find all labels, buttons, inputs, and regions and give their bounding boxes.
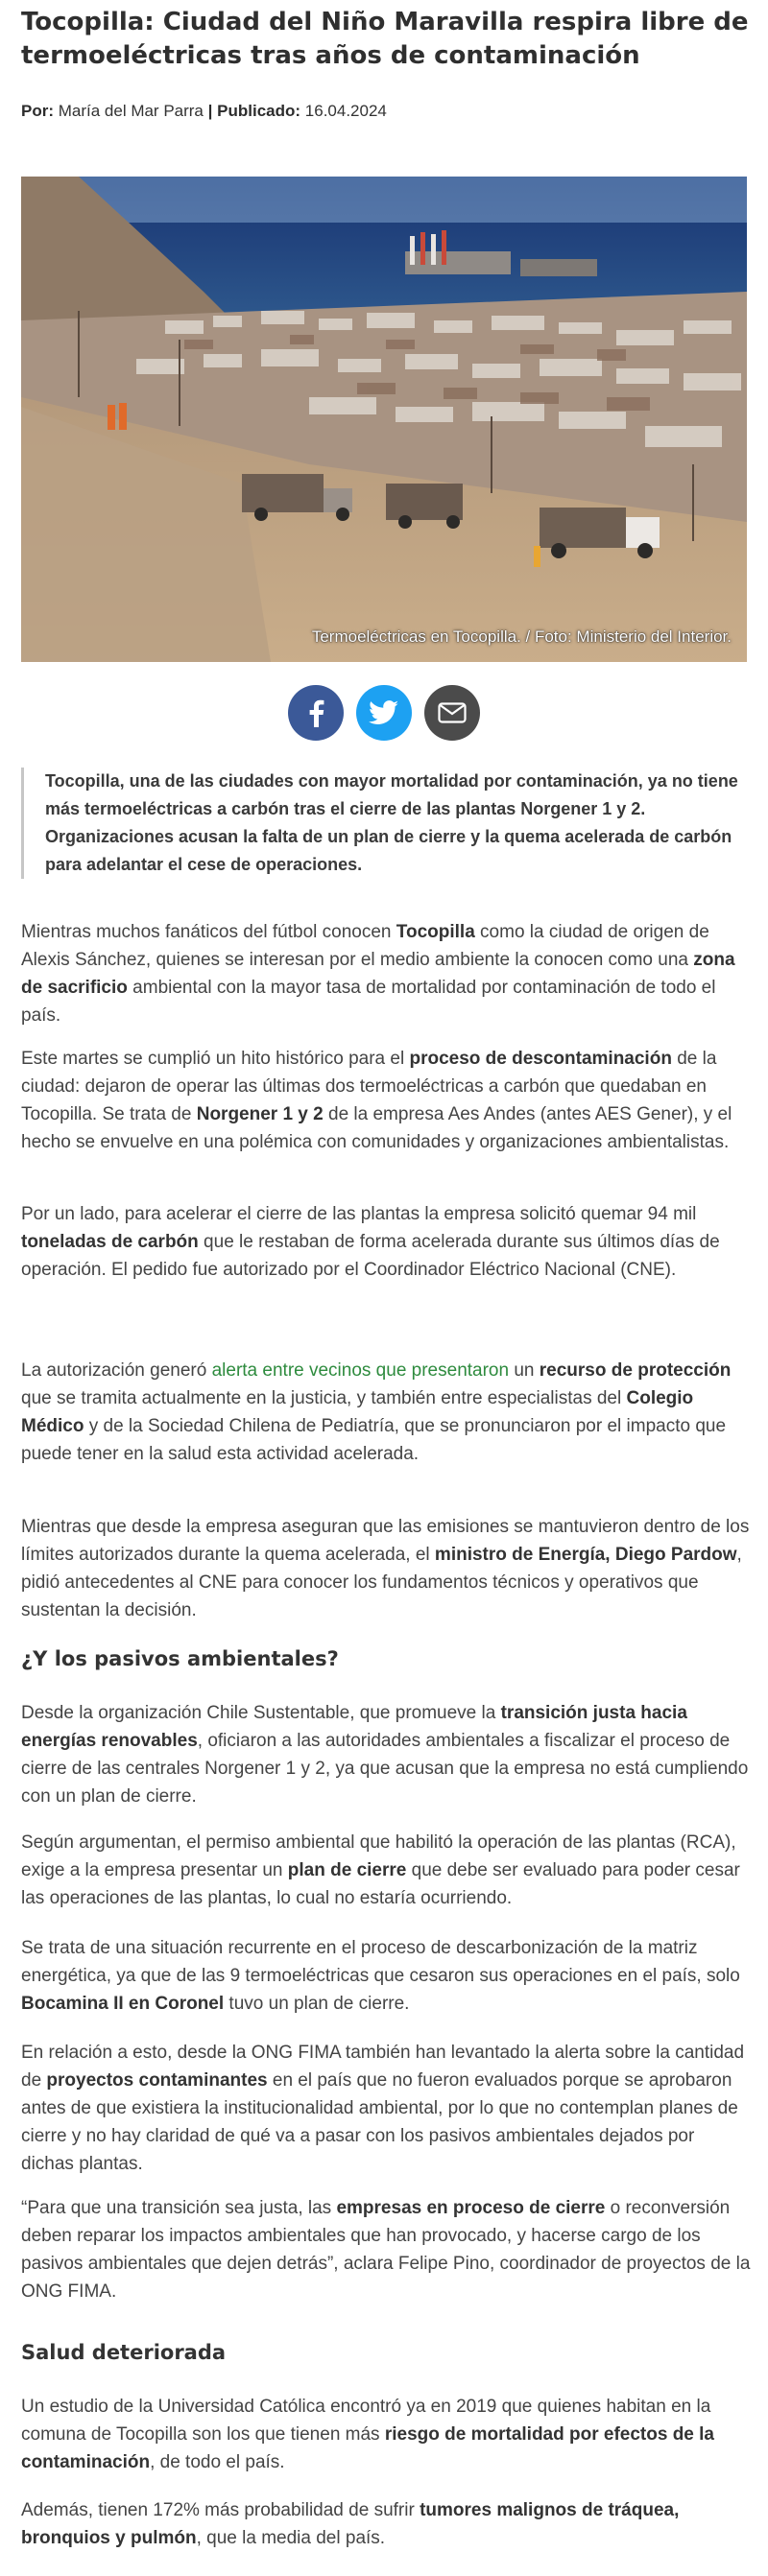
share-twitter-button[interactable] [356, 685, 412, 741]
paragraph-3: Por un lado, para acelerar el cierre de las plantas la empresa solicitó quemar 94 mil toneladas de carbón que le restaban de forma acelerada durante sus últimos días de operación. El pedido fue autorizado por el Coordinador Eléctrico Nacional (CNE). [21, 1204, 720, 1280]
article-lead: Tocopilla, una de las ciudades con mayor mortalidad por contaminación, ya no tiene más termoeléctricas a carbón tras el cierre de las plantas Norgener 1 y 2. Organizaciones acusan la falta de un plan de cierre y la quema acelerada de carbón para adelantar el cese de operaciones. [21, 768, 747, 879]
author-label: Por: [21, 102, 54, 120]
share-email-button[interactable] [424, 685, 480, 741]
paragraph-4: La autorización generó alerta entre vecinos que presentaron un recurso de protección que se tramita actualmente en la justicia, y también entre especialistas del Colegio Médico y de la Sociedad Chilena de Pediatría, que se pronunciaron por el impacto que puede tener en la salud esta actividad acelerada. [21, 1360, 732, 1464]
paragraph-8: Se trata de una situación recurrente en el proceso de descarbonización de la matriz energética, ya que de las 9 termoeléctricas que cesaron sus operaciones en el país, solo Bocamina II en Coronel tuvo un plan de cierre. [21, 1938, 740, 2014]
facebook-icon [305, 698, 326, 727]
byline [21, 102, 387, 121]
paragraph-10: “Para que una transición sea justa, las empresas en proceso de cierre o reconversión deben reparar los impactos ambientales que han provocado, y hacerse cargo de los pasivos ambientales que dejen detrás”, aclara Felipe Pino, coordinador de proyectos de la ONG FIMA. [21, 2198, 751, 2302]
alert-neighbors-link[interactable]: alerta entre vecinos que presentaron [211, 1360, 510, 1381]
published-label: Publicado: [217, 102, 301, 120]
byline-separator: | [207, 102, 213, 120]
hero-image [21, 177, 747, 662]
published-date: 16.04.2024 [304, 102, 387, 120]
envelope-icon [438, 702, 467, 723]
paragraph-6: Desde la organización Chile Sustentable, que promueve la transición justa hacia energías renovables, oficiaron a las autoridades ambientales a fiscalizar el proceso de cierre de las centrales Norgener 1 y 2, ya que acusan que la empresa no está cumpliendo con un plan de cierre. [21, 1703, 749, 1807]
image-caption: Termoeléctricas en Tocopilla. / Foto: Ministerio del Interior. [311, 627, 732, 646]
author-name[interactable]: María del Mar Parra [58, 102, 204, 120]
tocopilla-photo [21, 177, 747, 662]
twitter-bird-icon [369, 700, 399, 725]
paragraph-11: Un estudio de la Universidad Católica encontró ya en 2019 que quienes habitan en la comuna de Tocopilla son los que tienen más riesgo de mortalidad por efectos de la contaminación, de todo el país. [21, 2397, 714, 2472]
paragraph-5: Mientras que desde la empresa aseguran que las emisiones se mantuvieron dentro de los límites autorizados durante la quema acelerada, el ministro de Energía, Diego Pardow, pidió antecedentes al CNE para conocer los fundamentos técnicos y operativos que sustentan la decisión. [21, 1517, 750, 1620]
share-facebook-button[interactable] [288, 685, 344, 741]
paragraph-9: En relación a esto, desde la ONG FIMA también han levantado la alerta sobre la cantidad de proyectos contaminantes en el país que no fueron evaluados porque se aprobaron antes de que existiera la institucionalidad ambiental, por lo que no contemplan planes de cierre y no hay claridad de qué va a pasar con los pasivos ambientales dejados por dichas plantas. [21, 2043, 745, 2174]
paragraph-2: Este martes se cumplió un hito histórico para el proceso de descontaminación de la ciudad: dejaron de operar las últimas dos termoeléctricas a carbón que quedaban en Tocopilla. Se trata de Norgener 1 y 2 de la empresa Aes Andes (antes AES Gener), y el hecho se envuelve en una polémica con comunidades y organizaciones ambientalistas. [21, 1049, 732, 1152]
paragraph-1: Mientras muchos fanáticos del fútbol conocen Tocopilla como la ciudad de origen de Alexis Sánchez, quienes se interesan por el medio ambiente la conocen como una zona de sacrificio ambiental con la mayor tasa de mortalidad por contaminación de todo el país. [21, 922, 735, 1026]
paragraph-7: Según argumentan, el permiso ambiental que habilitó la operación de las plantas (RCA), exige a la empresa presentar un plan de cierre que debe ser evaluado para poder cesar las operaciones de las plantas, lo cual no estaría ocurriendo. [21, 1832, 740, 1908]
section-heading-pasivos: ¿Y los pasivos ambientales? [21, 1647, 339, 1670]
paragraph-12: Además, tienen 172% más probabilidad de sufrir tumores malignos de tráquea, bronquios y pulmón, que la media del país. [21, 2500, 680, 2548]
section-heading-salud: Salud deteriorada [21, 2341, 227, 2364]
article-title: Tocopilla: Ciudad del Niño Maravilla respira libre de termoeléctricas tras años de contaminación [21, 8, 749, 70]
